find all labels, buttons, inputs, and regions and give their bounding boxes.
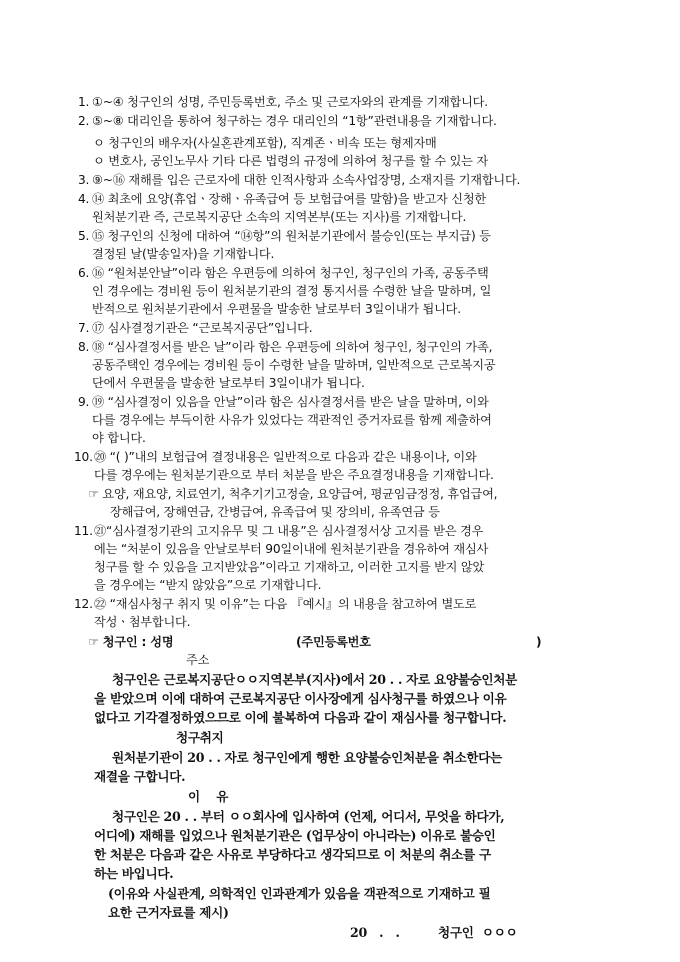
sub-item-attorney: ㅇ 변호사, 공인노무사 기타 다른 법령의 규정에 의하여 청구를 할 수 있는 자 bbox=[93, 154, 488, 168]
purpose-heading: 청구취지 bbox=[176, 730, 224, 745]
item-text: ⑱ “심사결정서를 받은 날”이라 함은 우편등에 의하여 청구인, 청구인의 가족, bbox=[92, 340, 493, 354]
item-12-line-2: 작성ㆍ첨부합니다. bbox=[94, 615, 191, 629]
intro-line-1: 청구인은 근로복지공단ㅇㅇ지역본부(지사)에서 20 . . 자로 요양불승인처분 bbox=[112, 672, 518, 687]
intro-line-2: 을 받았으며 이에 대하여 근로복지공단 이사장에게 심사청구를 하였으나 이유 bbox=[94, 691, 507, 706]
item-number: 3. bbox=[78, 173, 90, 187]
item-9-line-2: 다를 경우에는 부득이한 사유가 있었다는 객관적인 증거자료를 함께 제출하여 bbox=[92, 413, 492, 427]
item-number: 4. bbox=[78, 192, 90, 206]
reason-line-2: 어디에) 재해를 입었으나 원처분기관은 (업무상이 아니라는) 이유로 불승인 bbox=[94, 828, 496, 843]
item-text: ⑲ “심사결정이 있음을 안날”이라 함은 심사결정서를 받은 날을 말하며, 이와 bbox=[92, 395, 489, 409]
item-text: ㉒ “재심사청구 취지 및 이유”는 다음 『예시』의 내용을 참고하여 별도로 bbox=[94, 597, 477, 611]
item-number: 5. bbox=[78, 229, 90, 243]
item-text: ⑮ 청구인의 신청에 대하여 “⑭항”의 원처분기관에서 불승인(또는 부지급) 등 bbox=[92, 229, 491, 243]
purpose-line-2: 재결을 구합니다. bbox=[94, 769, 186, 784]
item-8-line-2: 공동주택인 경우에는 경비원 등이 수령한 날을 말하며, 일반적으로 근로복지공 bbox=[92, 358, 496, 372]
item-text: ⑤~⑧ 대리인을 통하여 청구하는 경우 대리인의 “1항”관련내용을 기재합니다. bbox=[92, 114, 497, 128]
benefit-types-line-2: 장해급여, 장해연금, 간병급여, 유족급여 및 장의비, 유족연금 등 bbox=[110, 505, 440, 519]
item-6-line-3: 반적으로 원처분기관에서 우편물을 발송한 날로부터 3일이내가 됩니다. bbox=[92, 302, 461, 316]
reason-line-1: 청구인은 20 . . 부터 ㅇㅇ회사에 입사하여 (언제, 어디서, 무엇을 하다가, bbox=[112, 809, 505, 824]
item-text: ㉑“심사결정기관의 고지유무 및 그 내용”은 심사결정서상 고지를 받은 경우 bbox=[94, 524, 484, 538]
reason-heading: 이 유 bbox=[188, 789, 229, 804]
signer-name: 청구인 ㅇㅇㅇ bbox=[438, 925, 518, 940]
sub-item-spouse: ㅇ 청구인의 배우자(사실혼관계포함), 직계존ㆍ비속 또는 형제자매 bbox=[93, 136, 437, 150]
note-line-1: (이유와 사실관계, 의학적인 인과관계가 있음을 객관적으로 기재하고 필 bbox=[108, 886, 491, 901]
note-line-2: 요한 근거자료를 제시) bbox=[108, 905, 229, 920]
reason-line-4: 하는 바입니다. bbox=[94, 866, 174, 881]
item-10-line-2: 다를 경우에는 원처분기관으로 부터 처분을 받은 주요결정내용을 기재합니다. bbox=[94, 468, 494, 482]
intro-line-3: 없다고 기각결정하였으므로 이에 불복하여 다음과 같이 재심사를 청구합니다. bbox=[94, 710, 507, 725]
item-number: 1. bbox=[78, 95, 90, 109]
item-5-line-2: 결정된 날(발송일자)을 기재합니다. bbox=[92, 247, 275, 261]
purpose-line-1: 원처분기관이 20 . . 자로 청구인에게 행한 요양불승인처분을 취소한다는 bbox=[112, 750, 503, 765]
item-number: 9. bbox=[78, 395, 90, 409]
signature-date: 20 . . bbox=[350, 925, 400, 940]
item-number: 2. bbox=[78, 114, 90, 128]
benefit-types-line-1: ☞ 요양, 재요양, 치료연기, 척추기기고정술, 요양급여, 평균임금정정, 휴업급여, bbox=[88, 487, 498, 501]
reason-line-3: 한 처분은 다음과 같은 사유로 부당하다고 생각되므로 이 처분의 취소를 구 bbox=[94, 847, 491, 862]
item-text: ⑰ 심사결정기관은 “근로복지공단”입니다. bbox=[92, 321, 313, 335]
item-text: ⑯ “원처분안날”이라 함은 우편등에 의하여 청구인, 청구인의 가족, 공동주택 bbox=[92, 266, 489, 280]
item-number: 12. bbox=[74, 597, 93, 611]
item-4-line-2: 원처분기관 즉, 근로복지공단 소속의 지역본부(또는 지사)를 기재합니다. bbox=[92, 210, 467, 224]
item-text: ⑳ “( )”내의 보험급여 결정내용은 일반적으로 다음과 같은 내용이나, 이와 bbox=[94, 450, 477, 464]
id-number-label: (주민등록번호 bbox=[296, 635, 371, 649]
item-number: 8. bbox=[78, 340, 90, 354]
item-number: 11. bbox=[74, 524, 93, 538]
item-number: 10. bbox=[74, 450, 93, 464]
item-8-line-3: 단에서 우편물을 발송한 날로부터 3일이내가 됩니다. bbox=[92, 376, 365, 390]
item-text: ①~④ 청구인의 성명, 주민등록번호, 주소 및 근로자와의 관계를 기재합니다. bbox=[92, 95, 488, 109]
item-number: 6. bbox=[78, 266, 90, 280]
item-11-line-4: 을 경우에는 “받지 않았음”으로 기재합니다. bbox=[94, 578, 322, 592]
claimant-name-label: ☞ 청구인 : 성명 bbox=[88, 635, 174, 649]
item-9-line-3: 야 합니다. bbox=[92, 431, 146, 445]
id-number-close: ) bbox=[536, 635, 542, 649]
address-label: 주소 bbox=[186, 653, 210, 667]
item-text: ⑨~⑯ 재해를 입은 근로자에 대한 인적사항과 소속사업장명, 소재지를 기재합니다. bbox=[92, 173, 521, 187]
item-6-line-2: 인 경우에는 경비원 등이 원처분기관의 결정 통지서를 수령한 날을 말하며, 일 bbox=[92, 284, 492, 298]
item-11-line-3: 청구를 할 수 있음을 고지받았음”이라고 기재하고, 이러한 고지를 받지 않았 bbox=[94, 560, 485, 574]
item-number: 7. bbox=[78, 321, 90, 335]
item-11-line-2: 에는 “처분이 있음을 안날로부터 90일이내에 원처분기관을 경유하여 재심사 bbox=[94, 542, 489, 556]
item-text: ⑭ 최초에 요양(휴업ㆍ장해ㆍ유족급여 등 보험급여를 말함)을 받고자 신청한 bbox=[92, 192, 487, 206]
